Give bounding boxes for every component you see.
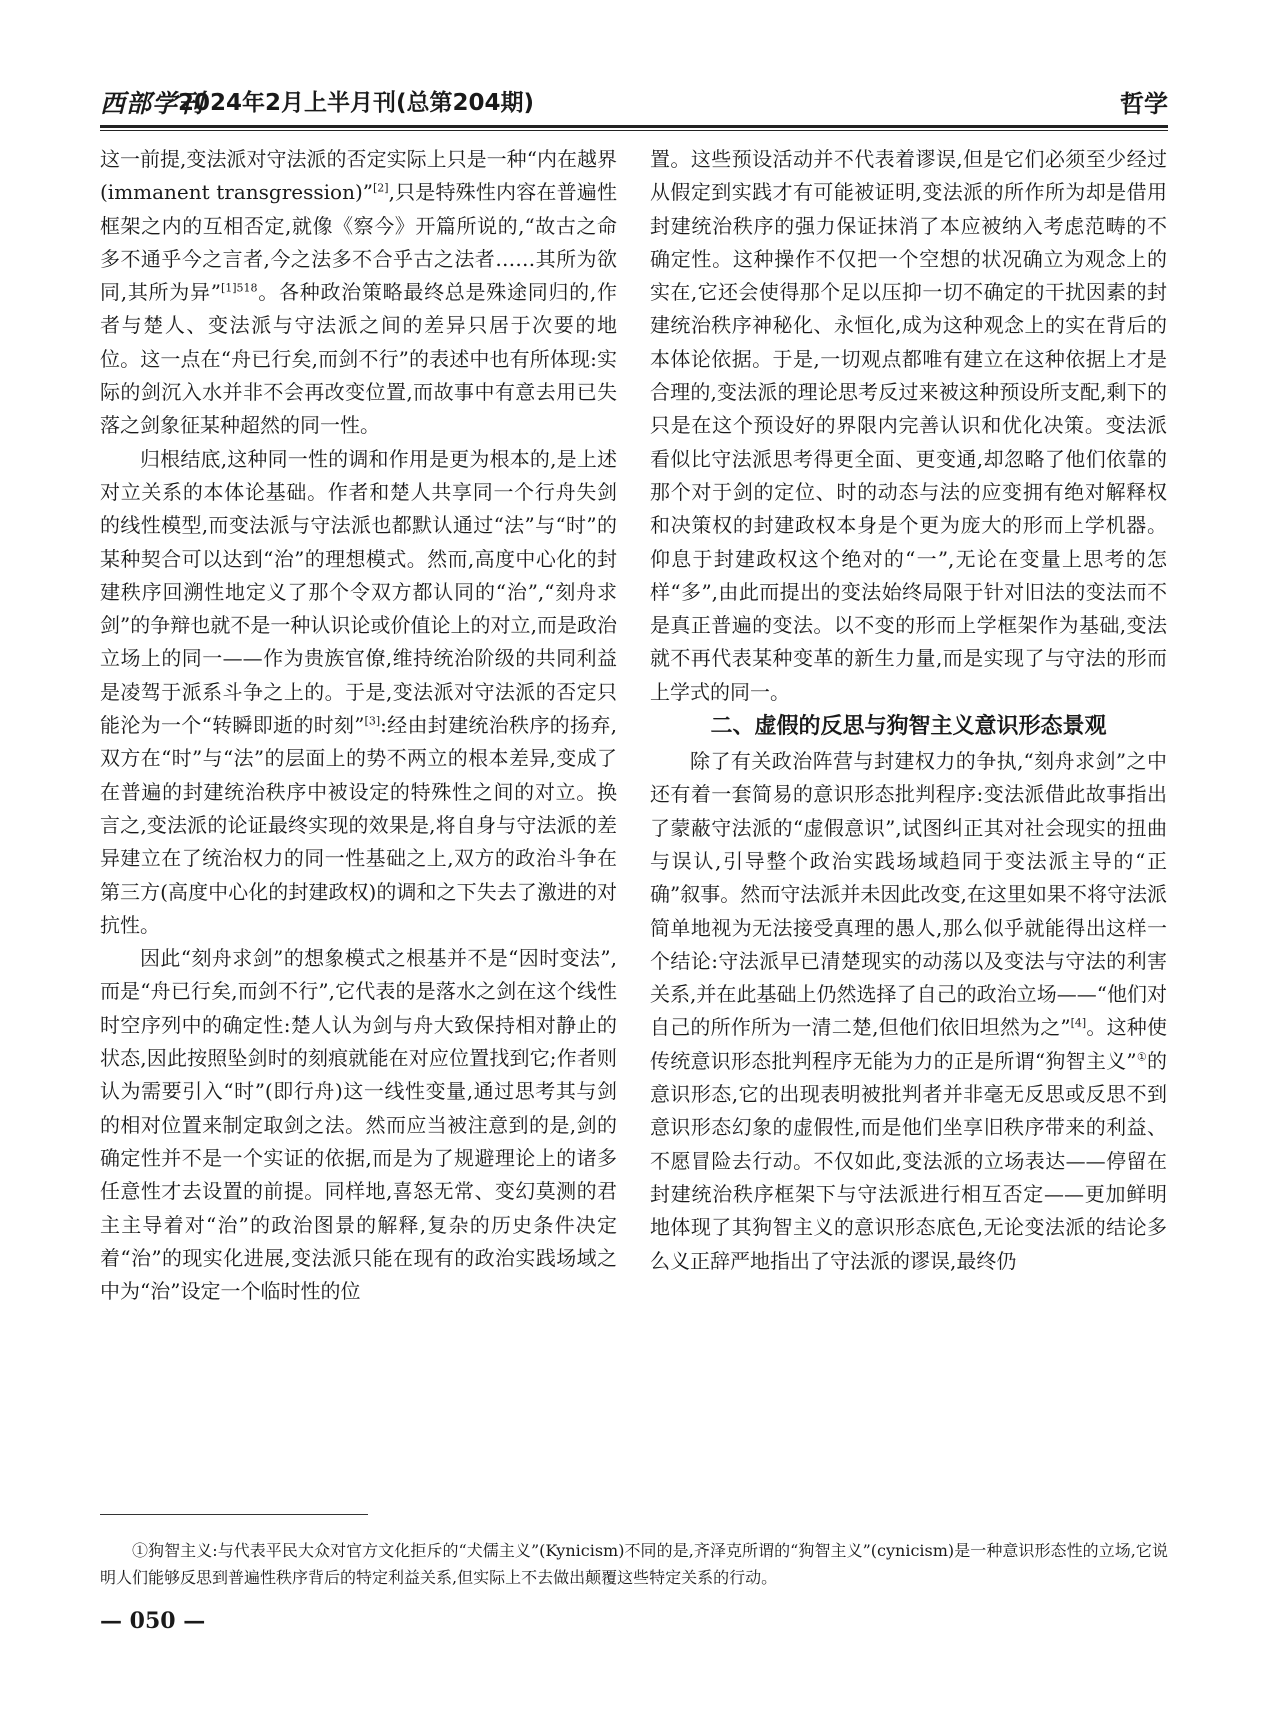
right-column: [650, 143, 1167, 1278]
paragraph: 这一前提,变法派对守法派的否定实际上只是一种“内在越界(immanent transgression)”[2],只是特殊性内容在普遍性框架之内的互相否定,就像《察今》开篇所说的,“故古之命多不通乎今之言者,今之法多不合乎古之法者……其所为欲同,其所为异”$^{[1]518}$。各种政治策略最终总是殊途同归的,作者与楚人、变法派与守法派之间的差异只居于次要的地位。这一点在“舟已行矣,而剑不行”的表述中也有所体现:实际的剑沉入水并非不会再改变位置,而故事中有意去用已失落之剑象征某种超然的同一性。: [100, 147, 617, 438]
footnote-marker: ①: [1136, 1050, 1147, 1064]
paragraph: 置。这些预设活动并不代表着谬误,但是它们必须至少经过从假定到实践才有可能被证明,变法派的所作所为却是借用封建统治秩序的强力保证抹消了本应被纳入考虑范畴的不确定性。这种操作不仅把一个空想的状况确立为观念上的实在,它还会使得那个足以压抑一切不确定的干扰因素的封建统治秩序神秘化、永恒化,成为这种观念上的实在背后的本体论依据。于是,一切观点都唯有建立在这种依据上才是合理的,变法派的理论思考反过来被这种预设所支配,剩下的只是在这个预设好的界限内完善认识和优化决策。变法派看似比守法派思考得更全面、更变通,却忽略了他们依靠的那个对于剑的定位、时的动态与法的应变拥有绝对解释权和决策权的封建政权本身是个更为庞大的形而上学机器。仰息于封建政权这个绝对的“一”,无论在变量上思考的怎样“多”,由此而提出的变法始终局限于针对旧法的变法而不是真正普遍的变法。以不变的形而上学框架作为基础,变法就不再代表某种变革的新生力量,而是实现了与守法的形而上学式的同一。: [650, 147, 1167, 704]
footnote: [100, 1537, 1168, 1591]
header-rule: [100, 125, 1168, 128]
section-label: 哲学: [1120, 90, 1168, 118]
section-heading: 二、虚假的反思与狗智主义意识形态景观: [710, 714, 1107, 740]
citation: [4]: [1070, 1016, 1087, 1030]
footnote-text: ①狗智主义:与代表平民大众对官方文化拒斥的“犬儒主义”(Kynicism)不同的是,齐泽克所谓的“狗智主义”(cynicism)是一种意识形态性的立场,它说明人们能够反思到普遍性秩序背后的特定利益关系,但实际上不去做出颠覆这些特定关系的行动。: [100, 1541, 1168, 1587]
citation: [3]: [364, 714, 381, 728]
left-column: [100, 143, 617, 1308]
header-rule-thin: [100, 130, 1168, 131]
running-header: [100, 82, 1168, 118]
paragraph: 除了有关政治阵营与封建权力的争执,“刻舟求剑”之中还有着一套简易的意识形态批判程序:变法派借此故事指出了蒙蔽守法派的“虚假意识”,试图纠正其对社会现实的扭曲与误认,引导整个政治实践场域趋同于变法派主导的“正确”叙事。然而守法派并未因此改变,在这里如果不将守法派简单地视为无法接受真理的愚人,那么似乎就能得出这样一个结论:守法派早已清楚现实的动荡以及变法与守法的利害关系,并在此基础上仍然选择了自己的政治立场——“他们对自己的所作所为一清二楚,但他们依旧坦然为之”[4]。这种使传统意识形态批判程序无能为力的正是所谓“狗智主义”①的意识形态,它的出现表明被批判者并非毫无反思或反思不到意识形态幻象的虚假性,而是他们坐享旧秩序带来的利益、不愿冒险去行动。不仅如此,变法派的立场表达——停留在封建统治秩序框架下与守法派进行相互否定——更加鲜明地体现了其狗智主义的意识形态底色,无论变法派的结论多么义正辞严地指出了守法派的谬误,最终仍: [650, 749, 1167, 1273]
citation: [1]518: [220, 281, 258, 295]
paragraph: 归根结底,这种同一性的调和作用是更为根本的,是上述对立关系的本体论基础。作者和楚人共享同一个行舟失剑的线性模型,而变法派与守法派也都默认通过“法”与“时”的某种契合可以达到“治”的理想模式。然而,高度中心化的封建秩序回溯性地定义了那个令双方都认同的“治”,“刻舟求剑”的争辩也就不是一种认识论或价值论上的对立,而是政治立场上的同一——作为贵族官僚,维持统治阶级的共同利益是凌驾于派系斗争之上的。于是,变法派对守法派的否定只能沦为一个“转瞬即逝的时刻”[3]:经由封建统治秩序的扬弃,双方在“时”与“法”的层面上的势不两立的根本差异,变成了在普遍的封建统治秩序中被设定的特殊性之间的对立。换言之,变法派的论证最终实现的效果是,将自身与守法派的差异建立在了统治权力的同一性基础之上,双方的政治斗争在第三方(高度中心化的封建政权)的调和之下失去了激进的对抗性。: [100, 446, 617, 937]
journal-logo: 西部学刊: [100, 89, 205, 118]
citation: [2]: [372, 181, 389, 195]
issue-info: 2024年2月上半月刊(总第204期): [178, 90, 535, 116]
page-number: — 050 —: [100, 1608, 206, 1634]
footnote-rule: [100, 1514, 368, 1515]
paragraph: 因此“刻舟求剑”的想象模式之根基并不是“因时变法”,而是“舟已行矣,而剑不行”,它代表的是落水之剑在这个线性时空序列中的确定性:楚人认为剑与舟大致保持相对静止的状态,因此按照坠剑时的刻痕就能在对应位置找到它;作者则认为需要引入“时”(即行舟)这一线性变量,通过思考其与剑的相对位置来制定取剑之法。然而应当被注意到的是,剑的确定性并不是一个实证的依据,而是为了规避理论上的诸多任意性才去设置的前提。同样地,喜怒无常、变幻莫测的君主主导着对“治”的政治图景的解释,复杂的历史条件决定着“治”的现实化进展,变法派只能在现有的政治实践场域之中为“治”设定一个临时性的位: [100, 946, 617, 1304]
